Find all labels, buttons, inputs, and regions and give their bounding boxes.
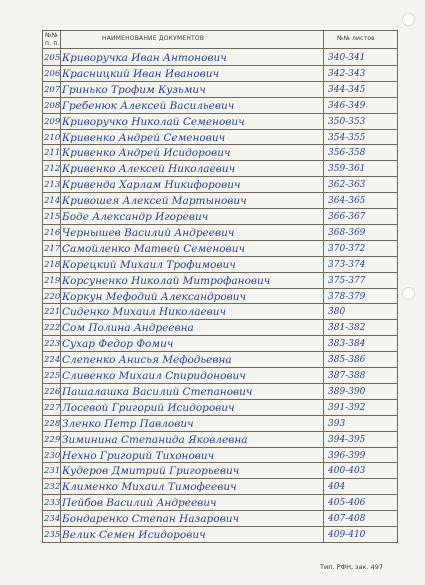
sheet-range: 368-369 <box>328 227 366 238</box>
sheet-range: 350-353 <box>328 116 366 127</box>
sheet-range: 385-386 <box>328 355 366 366</box>
sheet-range: 342-343 <box>328 68 366 79</box>
row-number: 207 <box>44 84 61 95</box>
row-number: 234 <box>44 514 61 525</box>
row-divider <box>42 542 398 543</box>
sheet-range: 393 <box>328 418 346 429</box>
row-number: 213 <box>44 180 61 191</box>
sheet-range: 380 <box>328 307 346 318</box>
sheet-range: 370-372 <box>328 243 366 254</box>
row-number: 224 <box>44 355 61 366</box>
punch-hole-top <box>402 13 415 26</box>
sheet-range: 407-408 <box>328 514 366 525</box>
document-name: Сухар Федор Фомич <box>62 338 174 351</box>
document-name: Корсуненко Николай Митрофанович <box>62 274 271 287</box>
document-name: Кривенко Андрей Исидорович <box>62 147 231 160</box>
sheet-range: 378-379 <box>328 291 366 302</box>
sheet-range: 346-349 <box>328 100 366 111</box>
row-number: 220 <box>44 291 61 302</box>
document-name: Сиденко Михаил Николаевич <box>62 306 227 319</box>
sheet-range: 383-384 <box>328 339 366 350</box>
document-name: Корецкий Михаил Трофимович <box>62 258 236 271</box>
sheet-range: 409-410 <box>328 530 366 540</box>
sheet-range: 391-392 <box>328 402 366 413</box>
sheet-range: 354-355 <box>328 132 366 143</box>
sheet-range: 404 <box>328 482 346 493</box>
document-name: Красницкий Иван Иванович <box>62 67 220 80</box>
document-name: Чернышев Василий Андреевич <box>62 226 235 239</box>
row-number: 217 <box>44 243 61 254</box>
document-name: Зиминина Степанида Яковлевна <box>62 433 248 446</box>
document-name: Коркун Мефодий Александрович <box>62 290 247 303</box>
row-number: 230 <box>44 450 61 461</box>
table-top-border <box>42 30 398 31</box>
sheet-range: 381-382 <box>328 323 366 334</box>
row-number: 210 <box>44 132 61 143</box>
row-number: 222 <box>44 323 61 334</box>
sheet-range: 364-365 <box>328 196 366 207</box>
document-name: Сливенко Михаил Спиридонович <box>62 370 246 382</box>
sheet-range: 373-374 <box>328 259 366 270</box>
row-number: 233 <box>44 498 61 509</box>
document-name: Пашалашка Василий Степанович <box>62 385 253 398</box>
header-bottom-border <box>42 48 398 49</box>
documents-column-header: НАИМЕНОВАНИЕ ДОКУМЕНТОВ <box>102 35 205 42</box>
sheet-range: 405-406 <box>328 498 366 509</box>
document-name: Криворучка Иван Антонович <box>62 52 227 64</box>
document-name: Самойленко Матвей Семенович <box>62 242 246 255</box>
row-number: 205 <box>44 53 61 63</box>
sheet-range: 356-358 <box>328 148 366 159</box>
sheet-range: 387-388 <box>328 371 366 381</box>
sheet-range: 362-363 <box>328 180 366 191</box>
row-number: 235 <box>44 530 61 540</box>
document-name: Кривенко Алексей Николаевич <box>62 163 236 176</box>
sheet-range: 366-367 <box>328 212 366 222</box>
row-number: 216 <box>44 227 61 238</box>
row-number: 219 <box>44 275 61 286</box>
row-number: 232 <box>44 482 61 493</box>
sheet-range: 340-341 <box>328 53 366 63</box>
row-number: 229 <box>44 434 61 445</box>
sheet-range: 359-361 <box>328 164 366 175</box>
document-name: Нехно Григорий Тихонович <box>62 449 215 462</box>
document-name: Кривошея Алексей Мартынович <box>62 195 247 208</box>
sheets-column-header: №№ листов <box>337 35 375 42</box>
row-number: 223 <box>44 339 61 350</box>
document-name: Кудеров Дмитрий Григорьевич <box>62 465 240 478</box>
row-number: 208 <box>44 100 61 111</box>
document-name: Велик Семен Исидорович <box>62 529 206 541</box>
document-name: Зленко Петр Павлович <box>62 417 194 430</box>
row-number: 215 <box>44 212 61 222</box>
document-name: Слепенко Анисья Мефодьевна <box>62 354 232 367</box>
sheet-range: 375-377 <box>328 275 366 286</box>
row-number: 206 <box>44 68 61 79</box>
document-name: Гринько Трофим Кузьмич <box>62 83 206 96</box>
document-name: Кривенда Харлам Никифорович <box>62 179 241 192</box>
row-number: 209 <box>44 116 61 127</box>
sheet-range: 396-399 <box>328 450 366 461</box>
document-name: Кривенко Андрей Семенович <box>62 131 226 144</box>
row-number: 211 <box>44 148 61 159</box>
row-number: 218 <box>44 259 61 270</box>
row-number: 228 <box>44 418 61 429</box>
row-number: 227 <box>44 402 61 413</box>
row-number: 226 <box>44 386 61 397</box>
document-name: Пейбов Василий Андреевич <box>62 497 217 510</box>
num-column-header: №№ <box>45 32 58 39</box>
sheet-range: 400-403 <box>328 466 366 477</box>
row-number: 214 <box>44 196 61 207</box>
document-name: Клименко Михаил Тимофеевич <box>62 481 237 494</box>
row-number: 225 <box>44 371 61 381</box>
document-name: Гребенюк Алексей Васильевич <box>62 99 235 112</box>
row-number: 231 <box>44 466 61 477</box>
document-name: Лосевой Григорий Исидорович <box>62 401 235 414</box>
document-name: Бондаренко Степан Назарович <box>62 513 239 526</box>
print-shop-note: Тип. РФН, зак. 497 <box>320 563 384 571</box>
document-table <box>42 30 398 543</box>
sheet-range: 344-345 <box>328 84 366 95</box>
sheet-range: 394-395 <box>328 434 366 445</box>
punch-hole-bottom <box>402 287 415 300</box>
row-number: 221 <box>44 307 61 318</box>
document-name: Криворучко Николай Семенович <box>62 115 245 128</box>
document-name: Боде Александр Игоревич <box>62 211 209 223</box>
row-number: 212 <box>44 164 61 175</box>
num-column-subheader: п. п. <box>45 40 60 47</box>
sheet-range: 389-390 <box>328 386 366 397</box>
document-name: Сом Полина Андреевна <box>62 322 194 335</box>
